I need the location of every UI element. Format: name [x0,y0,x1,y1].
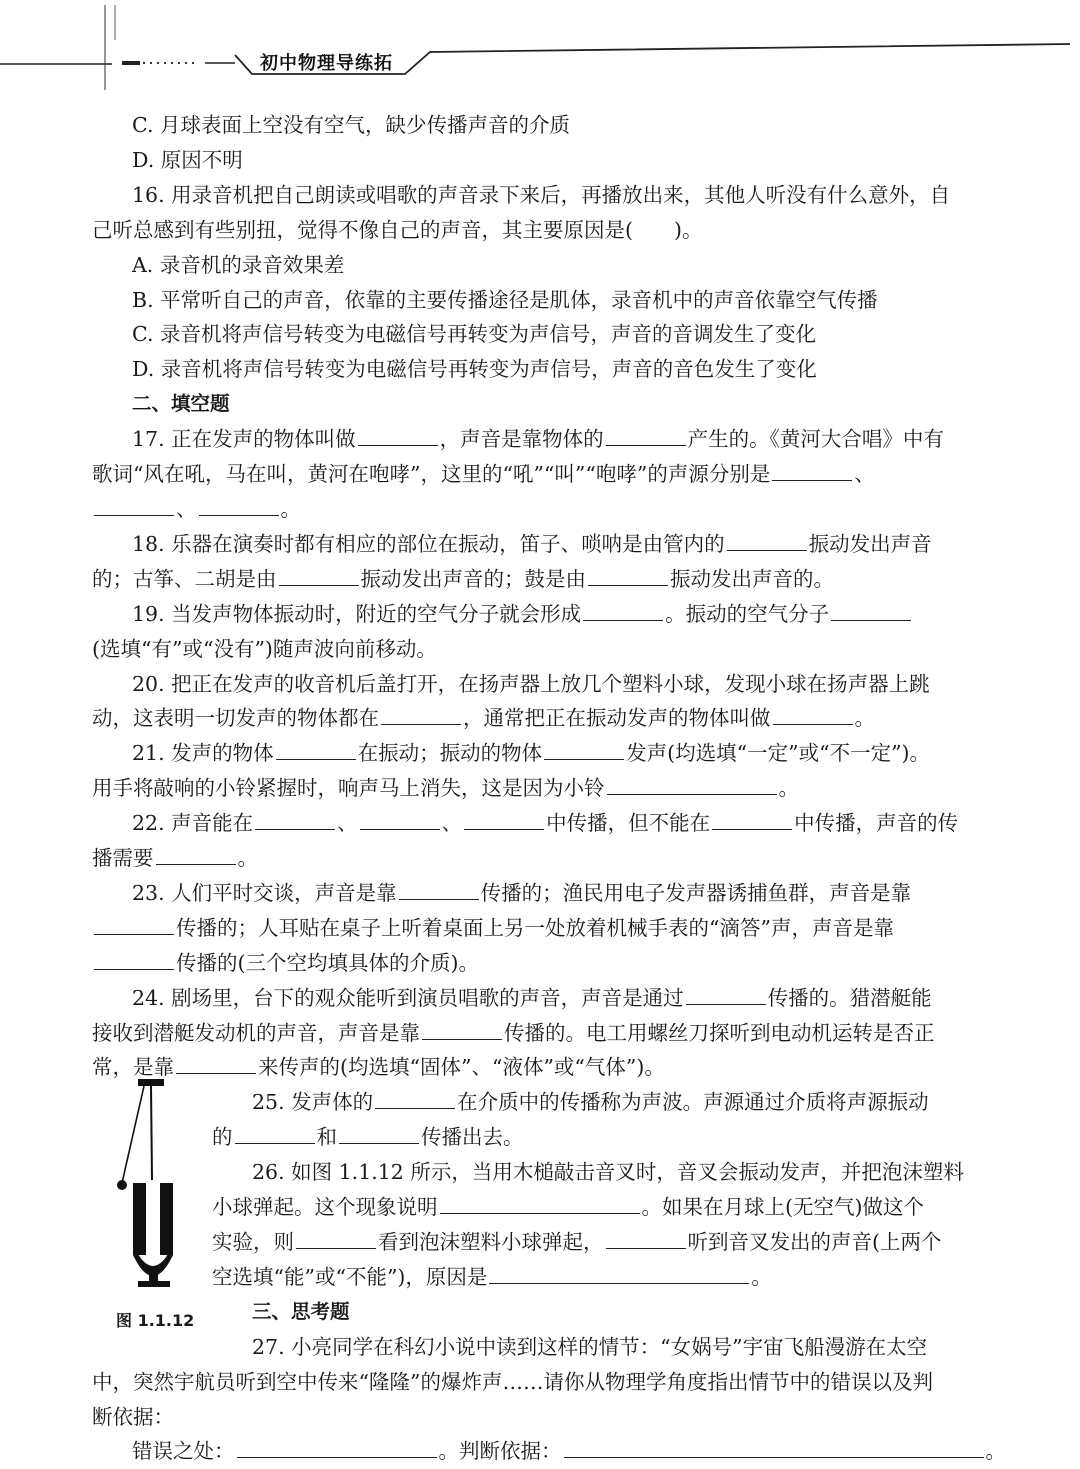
question-18-line-2: 的；古筝、二胡是由 振动发出声音的；鼓是由 振动发出声音的。 [92,566,834,591]
option-16b: B. 平常听自己的声音，依靠的主要传播途径是肌体，录音机中的声音依靠空气传播 [132,287,878,312]
answer-blank[interactable] [358,426,438,446]
answer-blank[interactable] [422,1019,502,1039]
answer-blank[interactable] [360,810,440,830]
answer-blank[interactable] [773,705,853,725]
question-23-line-2: 传播的；人耳贴在桌子上听着桌面上另一处放着机械手表的“滴答”声，声音是靠 [92,911,992,946]
answer-blank[interactable] [94,496,174,516]
header-title: 初中物理导练拓 [260,53,393,74]
question-17-line-3: 、 。 [92,492,992,527]
question-19-line-2: (选填“有”或“没有”)随声波向前移动。 [92,636,437,661]
question-25-line-1: 25. 发声体的 在介质中的传播称为声波。声源通过介质将声源振动 [252,1090,929,1115]
answer-blank[interactable] [772,461,852,481]
question-26-line-1: 26. 如图 1.1.12 所示，当用木槌敲击音叉时，音叉会振动发声，并把泡沫塑料 [252,1160,964,1185]
question-27-answer-line: 错误之处： 。判断依据： 。 [132,1439,1006,1464]
question-22-line-2: 播需要 。 [92,846,258,871]
question-27-line-1: 27. 小亮同学在科幻小说中读到这样的情节：“女娲号”宇宙飞船漫游在太空 [252,1334,928,1359]
answer-blank-basis[interactable] [564,1438,984,1458]
answer-blank[interactable] [686,984,766,1004]
answer-blank[interactable] [440,1194,640,1214]
question-24-line-2: 接收到潜艇发动机的声音，声音是靠 传播的。电工用螺丝刀探听到电动机运转是否正 [92,1020,935,1045]
section-heading-fill-in: 二、填空题 [132,392,230,416]
answer-blank[interactable] [489,1263,749,1283]
question-18-line-1: 18. 乐器在演奏时都有相应的部位在振动，笛子、唢呐是由管内的 振动发出声音 [132,531,932,556]
answer-blank[interactable] [607,775,777,795]
question-17-line-2: 歌词“风在吼，马在叫，黄河在咆哮”，这里的“吼”“叫”“咆哮”的声源分别是 、 [92,462,875,487]
question-26-line-4: 空选填“能”或“不能”)，原因是 。 [212,1264,772,1289]
question-21-line-2: 用手将敲响的小铃紧握时，响声马上消失，这是因为小铃 。 [92,776,799,801]
answer-blank[interactable] [156,845,236,865]
question-20-line-2: 动，这表明一切发声的物体都在 ，通常把正在振动发声的物体叫做 。 [92,706,875,731]
question-22-line-1: 22. 声音能在 、 、 中传播，但不能在 中传播，声音的传 [132,811,959,836]
page-header [0,0,1080,90]
answer-blank[interactable] [727,530,807,550]
option-16d: D. 录音机将声信号转变为电磁信号再转变为声信号，声音的音色发生了变化 [132,357,817,382]
option-16c: C. 录音机将声信号转变为电磁信号再转变为声信号，声音的音调发生了变化 [132,322,816,347]
question-21-line-1: 21. 发声的物体 在振动；振动的物体 发声(均选填“一定”或“不一定”)。 [132,741,931,766]
answer-blank[interactable] [235,1124,315,1144]
question-24-line-1: 24. 剧场里，台下的观众能听到演员唱歌的声音，声音是通过 传播的。猎潜艇能 [132,985,932,1010]
answer-blank[interactable] [588,565,668,585]
answer-blank[interactable] [276,740,356,760]
answer-blank[interactable] [464,810,544,830]
option-15d: D. 原因不明 [132,147,243,172]
header-rule-graphic [0,0,1080,90]
question-20-line-1: 20. 把正在发声的收音机后盖打开，在扬声器上放几个塑料小球，发现小球在扬声器上跳 [132,671,930,696]
question-23-line-1: 23. 人们平时交谈，声音是靠 传播的；渔民用电子发声器诱捕鱼群，声音是靠 [132,880,912,905]
figure-caption: 图 1.1.12 [116,1311,195,1330]
question-24-line-3: 常，是靠 来传声的(均选填“固体”、“液体”或“气体”)。 [92,1055,665,1080]
question-27-line-3: 断依据： [92,1404,174,1429]
answer-blank[interactable] [544,740,624,760]
answer-blank[interactable] [339,1124,419,1144]
question-16-line-2: 己听总感到有些别扭，觉得不像自己的声音，其主要原因是( )。 [92,217,703,242]
question-19-line-1: 19. 当发声物体振动时，附近的空气分子就会形成 。振动的空气分子 [92,597,992,632]
question-16-line-1: 16. 用录音机把自己朗读或唱歌的声音录下来后，再播放出来，其他人听没有什么意外，自 [132,182,951,207]
answer-blank[interactable] [583,600,663,620]
answer-blank[interactable] [255,810,335,830]
answer-blank[interactable] [606,426,686,446]
answer-blank[interactable] [606,1229,686,1249]
answer-blank[interactable] [296,1229,376,1249]
question-25-line-2: 的 和 传播出去。 [212,1125,524,1150]
page-body [92,108,1006,1469]
answer-blank[interactable] [94,914,174,934]
option-15c: C. 月球表面上空没有空气，缺少传播声音的介质 [132,113,570,137]
answer-blank[interactable] [176,1054,256,1074]
question-27-line-2: 中，突然宇航员听到空中传来“隆隆”的爆炸声……请你从物理学角度指出情节中的错误以及判 [92,1369,933,1394]
answer-blank[interactable] [712,810,792,830]
answer-blank[interactable] [375,1089,455,1109]
question-23-line-3: 传播的(三个空均填具体的介质)。 [92,946,992,981]
answer-blank[interactable] [831,600,911,620]
answer-blank[interactable] [199,496,279,516]
answer-blank[interactable] [381,705,461,725]
answer-blank[interactable] [94,949,174,969]
option-16a: A. 录音机的录音效果差 [132,252,345,277]
answer-blank[interactable] [399,879,479,899]
section-heading-thinking: 三、思考题 [252,1299,350,1323]
tuning-fork-figure [100,1075,210,1295]
question-17-line-1: 17. 正在发声的物体叫做 ，声音是靠物体的 产生的。《黄河大合唱》中有 [132,427,944,452]
answer-blank-error[interactable] [237,1438,437,1458]
question-26-line-3: 实验，则 看到泡沫塑料小球弹起， 听到音叉发出的声音(上两个 [212,1230,942,1254]
question-26-line-2: 小球弹起。这个现象说明 。如果在月球上(无空气)做这个 [212,1195,924,1220]
answer-blank[interactable] [279,565,359,585]
